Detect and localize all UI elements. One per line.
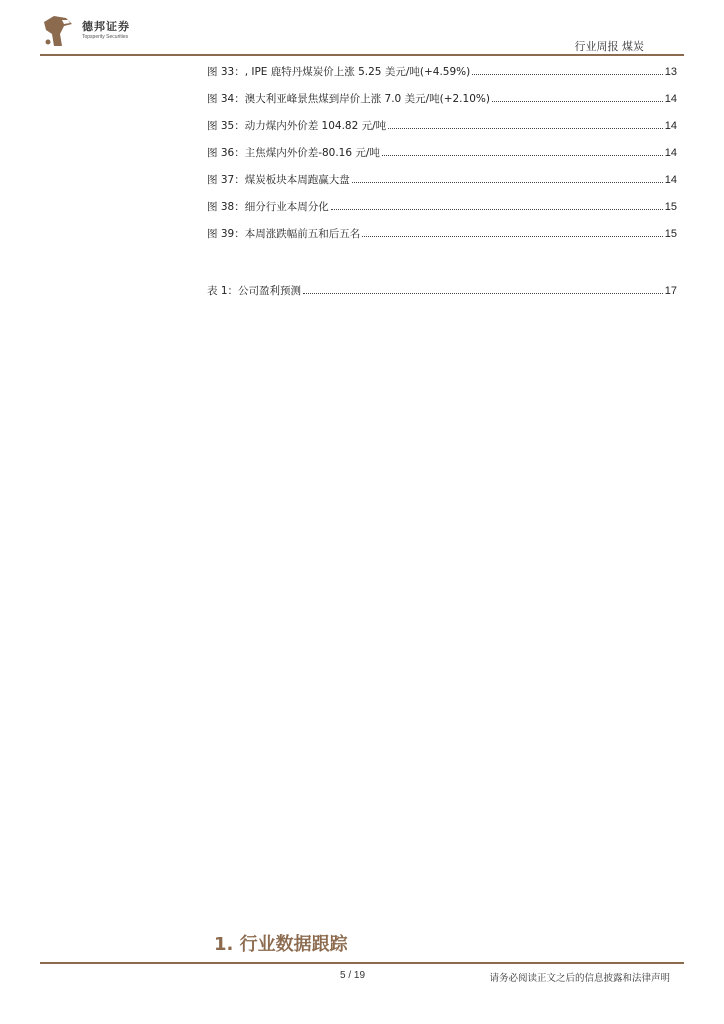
toc-entry-page: 14 (664, 174, 677, 186)
toc-entry-figure-38[interactable] (207, 199, 677, 226)
logo-english-name: Topsperity Securities (82, 34, 129, 40)
page-number: 5 / 19 (340, 970, 366, 981)
toc-leader-dots (331, 208, 663, 210)
toc-entry-figure-36[interactable] (207, 145, 677, 172)
footer-disclaimer: 请务必阅读正文之后的信息披露和法律声明 (489, 973, 670, 984)
section-heading: 1. 行业数据跟踪 (214, 934, 348, 955)
toc-entry-page: 17 (664, 285, 677, 297)
toc-entry-page: 14 (664, 147, 677, 159)
table-of-contents (207, 64, 677, 310)
logo-chinese-name: 德邦证券 (82, 21, 130, 33)
toc-entry-label: 图 33：, IPE 鹿特丹煤炭价上涨 5.25 美元/吨(+4.59%) (207, 66, 471, 78)
toc-leader-dots (352, 181, 663, 183)
toc-entry-label: 图 37：煤炭板块本周跑赢大盘 (207, 174, 350, 186)
toc-entry-label: 图 35：动力煤内外价差 104.82 元/吨 (207, 120, 387, 132)
toc-entry-label: 图 38：细分行业本周分化 (207, 201, 329, 213)
toc-leader-dots (492, 100, 663, 102)
toc-spacer (207, 253, 677, 283)
report-category: 行业周报 煤炭 (574, 40, 644, 53)
toc-entry-figure-33[interactable] (207, 64, 677, 91)
toc-entry-page: 15 (664, 228, 677, 240)
toc-entry-figure-34[interactable] (207, 91, 677, 118)
company-logo (40, 14, 136, 50)
toc-leader-dots (472, 73, 663, 75)
toc-entry-figure-35[interactable] (207, 118, 677, 145)
toc-entry-figure-37[interactable] (207, 172, 677, 199)
toc-entry-page: 14 (664, 120, 677, 132)
toc-entry-label: 表 1：公司盈利预测 (207, 285, 302, 297)
toc-leader-dots (362, 235, 663, 237)
toc-entry-table-1[interactable] (207, 283, 677, 310)
topsperity-logo-icon (40, 14, 76, 50)
toc-leader-dots (303, 292, 663, 294)
footer-divider (40, 962, 684, 964)
toc-entry-page: 15 (664, 201, 677, 213)
toc-entry-page: 13 (664, 66, 677, 78)
toc-leader-dots (382, 154, 663, 156)
toc-entry-figure-39[interactable] (207, 226, 677, 253)
toc-leader-dots (388, 127, 663, 129)
toc-entry-label: 图 39：本周涨跌幅前五和后五名 (207, 228, 361, 240)
toc-entry-label: 图 36：主焦煤内外价差-80.16 元/吨 (207, 147, 380, 159)
toc-entry-page: 14 (664, 93, 677, 105)
toc-entry-label: 图 34：澳大利亚峰景焦煤到岸价上涨 7.0 美元/吨(+2.10%) (207, 93, 490, 105)
header-divider (40, 54, 684, 56)
